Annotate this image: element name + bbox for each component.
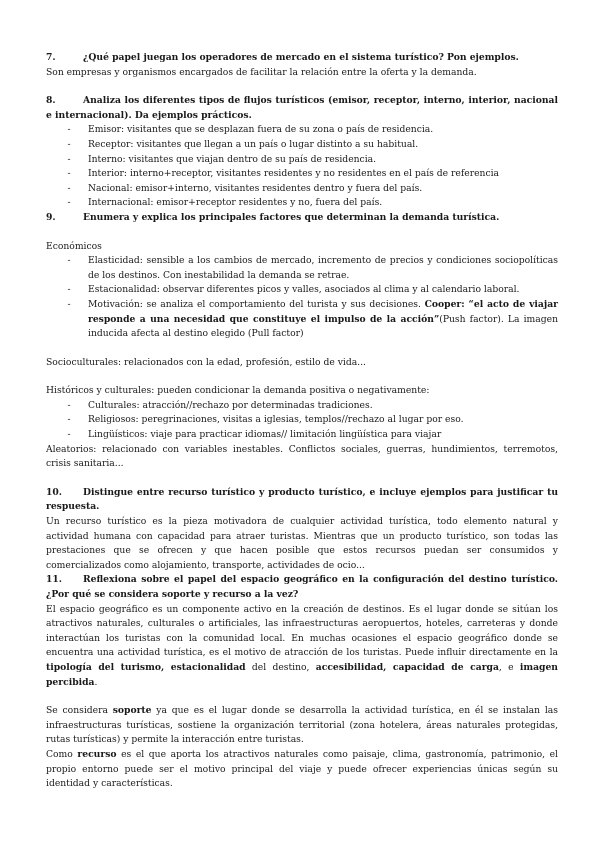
question-text: Enumera y explica los principales factores que determinan la demanda turística.	[83, 211, 500, 223]
question-10	[46, 486, 558, 515]
flow-types-list	[46, 123, 558, 211]
list-item: - Receptor: visitantes que llegan a un país o lugar distinto a su habitual.	[67, 138, 419, 150]
question-text: ¿Qué papel juegan los operadores de mercado en el sistema turístico? Pon ejemplos.	[83, 52, 519, 63]
answer-11-paragraph-2: Se considera soporte ya que es el lugar donde se desarrolla la actividad turística, en él se instalan las infraestructuras turísticas, sostiene la organización territorial (zona hotelera, áreas naturales protegidas, rutas turísticas) y permite la interacción entre turistas.	[46, 705, 558, 746]
question-number: 10.	[46, 486, 62, 498]
question-number: 8.	[46, 95, 56, 107]
answer-10: Un recurso turístico es la pieza motivadora de cualquier actividad turística, todo elemento natural y actividad humana con capacidad para atraer turistas. Mientras que un producto turístico, son todas las prestaciones que se ofrecen y que hacen posible que estos recursos puedan ser consumidos y comercializados como alojamiento, transporte, actividades de ocio...	[46, 516, 558, 571]
aleatorios-text: Aleatorios: relacionado con variables inestables. Conflictos sociales, guerras, hundimientos, terremotos, crisis sanitaria...	[46, 443, 558, 470]
question-9	[46, 211, 558, 226]
question-text: Distingue entre recurso turístico y producto turístico, e incluye ejemplos para justificar tu respuesta.	[46, 486, 558, 513]
list-item: - Internacional: emisor+receptor residentes y no, fuera del país.	[67, 197, 383, 209]
question-7	[46, 51, 558, 66]
answer-11-paragraph-3: Como recurso es el que aporta los atractivos naturales como paisaje, clima, gastronomía, patrimonio, el propio entorno puede ser el motivo principal del viaje y puede ofrecer experiencias únicas según su identidad y características.	[46, 748, 558, 790]
question-number: 7.	[46, 52, 56, 63]
question-number: 11.	[46, 574, 62, 586]
question-11	[46, 573, 558, 602]
answer-7: Son empresas y organismos encargados de facilitar la relación entre la oferta y la demanda.	[46, 66, 477, 78]
list-item: - Culturales: atracción//rechazo por determinadas tradiciones.	[67, 399, 373, 411]
document-page	[46, 51, 558, 792]
list-item: - Interno: visitantes que viajan dentro de su país de residencia.	[67, 153, 377, 165]
list-item: - Elasticidad: sensible a los cambios de mercado, incremento de precios y condiciones sociopolíticas de los destinos. Con inestabilidad la demanda se retrae.	[67, 255, 558, 281]
economicos-list	[46, 254, 558, 342]
list-item: - Motivación: se analiza el comportamiento del turista y sus decisiones. Cooper: “el acto de viajar responde a una necesidad que constituye el impulso de la acción”(Push factor). La imagen inducida afecta al destino elegido (Pull factor)	[67, 298, 558, 340]
list-item: - Emisor: visitantes que se desplazan fuera de su zona o país de residencia.	[67, 124, 434, 136]
list-item: - Estacionalidad: observar diferentes picos y valles, asociados al clima y al calendario laboral.	[67, 284, 520, 296]
cooper-quote: Cooper: “el acto de viajar responde a una necesidad que constituye el impulso de la acción”	[88, 298, 558, 325]
list-item: - Interior: interno+receptor, visitantes residentes y no residentes en el país de referencia	[67, 168, 500, 180]
socioculturales-text: Socioculturales: relacionados con la edad, profesión, estilo de vida...	[46, 356, 366, 368]
historicos-heading: Históricos y culturales: pueden condicionar la demanda positiva o negativamente:	[46, 385, 430, 397]
historicos-list	[46, 399, 558, 443]
list-item: - Lingüísticos: viaje para practicar idiomas// limitación lingüística para viajar	[67, 429, 442, 441]
list-item: - Religiosos: peregrinaciones, visitas a iglesias, templos//rechazo al lugar por eso.	[67, 414, 464, 426]
question-text: Reflexiona sobre el papel del espacio geográfico en la configuración del destino turístico. ¿Por qué se considera soporte y recurso a la vez?	[46, 574, 558, 600]
question-text: Analiza los diferentes tipos de flujos turísticos (emisor, receptor, interno, interior, nacional e internacional). Da ejemplos prácticos.	[46, 95, 558, 121]
economicos-heading: Económicos	[46, 240, 102, 252]
question-8	[46, 94, 558, 123]
question-number: 9.	[46, 211, 56, 223]
answer-11-paragraph-1: El espacio geográfico es un componente activo en la creación de destinos. Es el lugar donde se sitúan los atractivos naturales, culturales o artificiales, las infraestructuras aeropuertos, hoteles, carreteras y donde interactúan los turistas con la comunidad local. En muchas ocasiones el espacio geográfico donde se encuentra una actividad turística, es el motivo de atracción de los turistas. Puede influir directamente en la tipología del turismo, estacionalidad del destino, accesibilidad, capacidad de carga, e imagen percibida.	[46, 603, 558, 688]
list-item: - Nacional: emisor+interno, visitantes residentes dentro y fuera del país.	[67, 182, 423, 194]
